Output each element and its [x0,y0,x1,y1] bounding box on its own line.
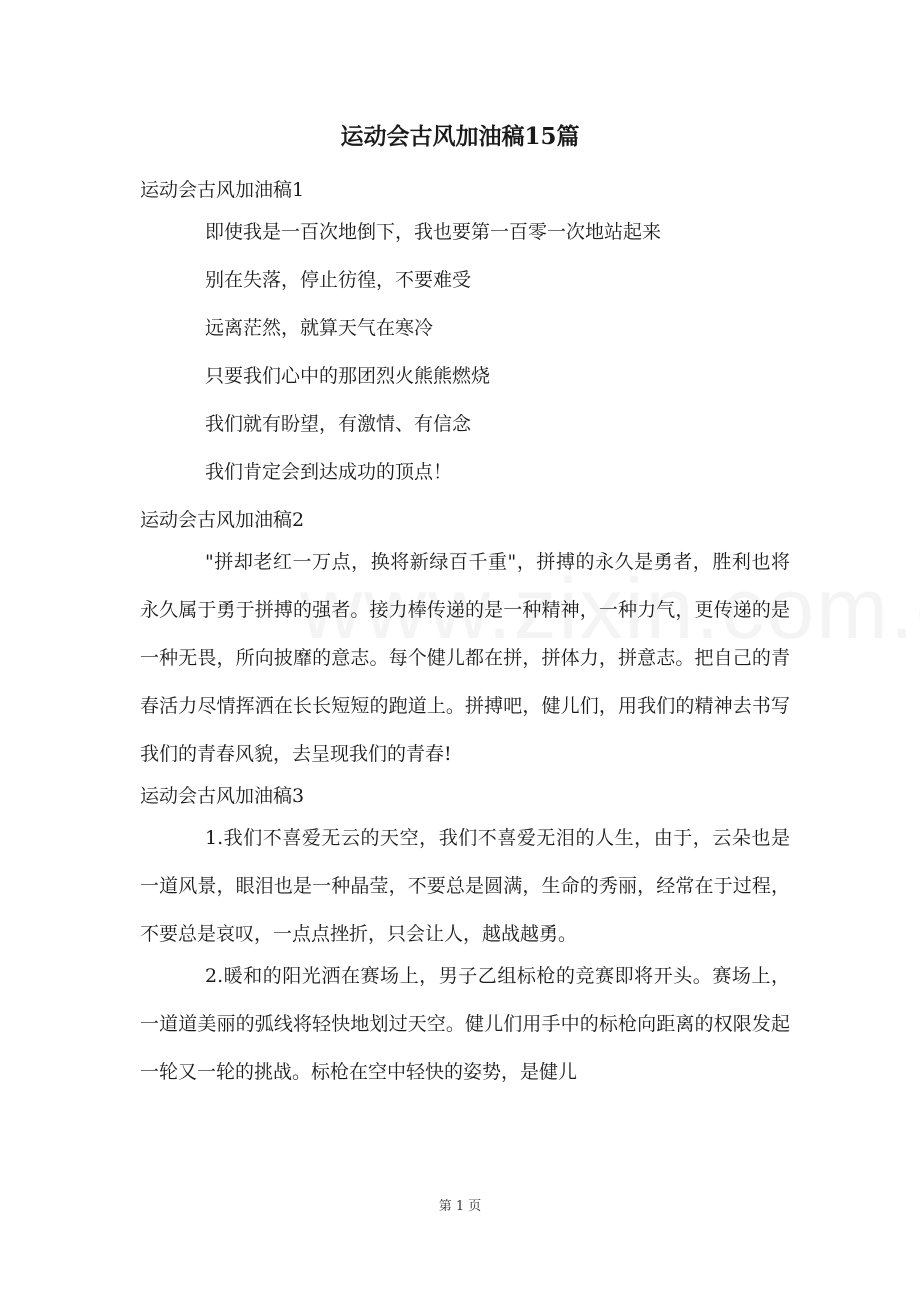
section-3 [140,784,790,1096]
section-heading: 运动会古风加油稿1 [140,179,305,201]
section-heading: 运动会古风加油稿3 [140,785,305,807]
poem-line: 我们肯定会到达成功的顶点！ [205,461,453,483]
document-body [140,178,790,1096]
section-1 [140,178,790,484]
section-heading: 运动会古风加油稿2 [140,509,305,531]
body-paragraph: "拼却老红一万点，换将新绿百千重"，拼搏的永久是勇者，胜利也将永久属于勇于拼搏的强者。接力棒传递的是一种精神，一种力气，更传递的是一种无畏，所向披靡的意志。每个健儿都在拼，拼体力，拼意志。把自己的青春活力尽情挥洒在长长短短的跑道上。拼搏吧，健儿们，用我们的精神去书写我们的青春风貌，去呈现我们的青春! [140,551,790,765]
document-title: 运动会古风加油稿15篇 [340,123,580,150]
poem-line: 我们就有盼望，有激情、有信念 [205,413,472,435]
poem-line: 别在失落，停止彷徨，不要难受 [205,269,472,291]
poem-line: 即使我是一百次地倒下，我也要第一百零一次地站起来 [205,221,662,243]
body-paragraph: 1.我们不喜爱无云的天空，我们不喜爱无泪的人生，由于，云朵也是一道风景，眼泪也是一种晶莹，不要总是圆满，生命的秀丽，经常在于过程，不要总是哀叹，一点点挫折，只会让人，越战越勇。 [140,827,790,945]
body-paragraph: 2.暖和的阳光洒在赛场上，男子乙组标枪的竞赛即将开头。赛场上，一道道美丽的弧线将轻快地划过天空。健儿们用手中的标枪向距离的权限发起一轮又一轮的挑战。标枪在空中轻快的姿势，是健儿 [140,965,790,1083]
section-2 [140,508,790,778]
page-number: 第 1 页 [438,1199,482,1214]
poem-line: 远离茫然，就算天气在寒冷 [205,317,434,339]
poem-line: 只要我们心中的那团烈火熊熊燃烧 [205,365,491,387]
